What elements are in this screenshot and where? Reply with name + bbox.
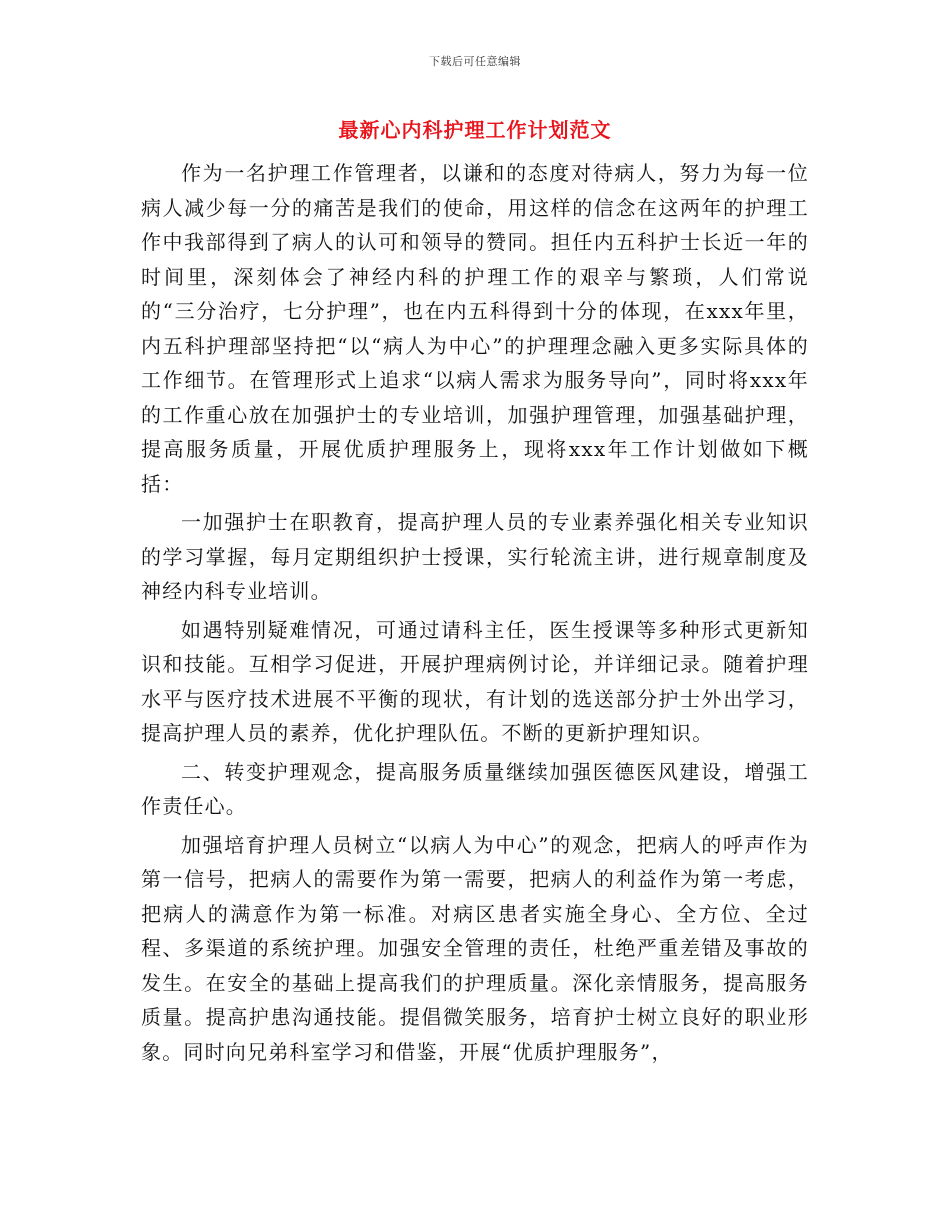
paragraph-intro: 作为一名护理工作管理者，以谦和的态度对待病人，努力为每一位病人减少每一分的痛苦是我们的使命，用这样的信念在这两年的护理工作中我部得到了病人的认可和领导的赞同。担任内五科护士长近一年的时间里，深刻体会了神经内科的护理工作的艰辛与繁琐，人们常说的“三分治疗，七分护理”，也在内五科得到十分的体现，在xxx年里，内五科护理部坚持把“以“病人为中心”的护理理念融入更多实际具体的工作细节。在管理形式上追求“以病人需求为服务导向”，同时将xxx年的工作重心放在加强护士的专业培训，加强护理管理，加强基础护理，提高服务质量，开展优质护理服务上，现将xxx年工作计划做如下概括： <box>141 161 809 496</box>
paragraph-training: 一加强护士在职教育，提高护理人员的专业素养强化相关专业知识的学习掌握，每月定期组织护士授课，实行轮流主讲，进行规章制度及神经内科专业培训。 <box>141 510 809 603</box>
paragraph-difficult-cases: 如遇特别疑难情况，可通过请科主任，医生授课等多种形式更新知识和技能。互相学习促进，开展护理病例讨论，并详细记录。随着护理水平与医疗技术进展不平衡的现状，有计划的选送部分护士外出学习，提高护理人员的素养，优化护理队伍。不断的更新护理知识。 <box>141 617 809 745</box>
paragraph-patient-centered: 加强培育护理人员树立“以病人为中心”的观念，把病人的呼声作为第一信号，把病人的需要作为第一需要，把病人的利益作为第一考虑，把病人的满意作为第一标准。对病区患者实施全身心、全方位、全过程、多渠道的系统护理。加强安全管理的责任，杜绝严重差错及事故的发生。在安全的基础上提高我们的护理质量。深化亲情服务，提高服务质量。提高护患沟通技能。提倡微笑服务，培育护士树立良好的职业形象。同时向兄弟科室学习和借鉴，开展“优质护理服务”， <box>141 832 809 1064</box>
header-note: 下载后可任意编辑 <box>429 55 521 68</box>
paragraph-section-two: 二、转变护理观念，提高服务质量继续加强医德医风建设，增强工作责任心。 <box>141 759 809 818</box>
document-title: 最新心内科护理工作计划范文 <box>338 118 612 142</box>
document-body <box>141 156 809 1069</box>
